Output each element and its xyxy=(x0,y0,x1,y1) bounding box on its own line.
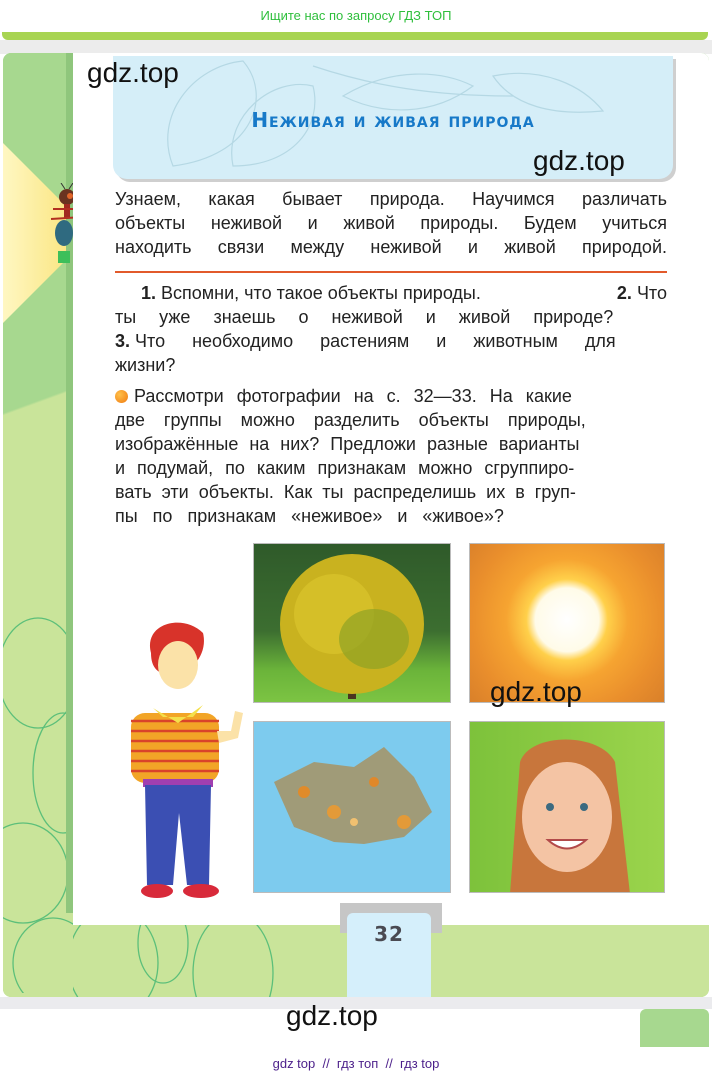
task-text: Рассмотри фотографии на с. 32—33. На какие xyxy=(134,386,572,406)
watermark: gdz.top xyxy=(286,1000,378,1031)
lesson-intro xyxy=(115,187,667,259)
task-line xyxy=(115,504,667,528)
section-divider xyxy=(115,271,667,273)
question-line xyxy=(115,281,667,305)
intro-line: Узнаем, какая бывает природа. Научимся различать xyxy=(115,189,667,209)
rock-icon xyxy=(254,722,451,893)
task-line xyxy=(115,384,667,408)
question-text: Вспомни, что такое объекты природы. xyxy=(161,283,481,303)
footer xyxy=(0,1050,712,1082)
watermark: gdz.top xyxy=(490,676,582,707)
previous-page-strip xyxy=(2,32,708,40)
question-number: 1. xyxy=(141,283,157,303)
task-text: изображённые на них? Предложи разные варианты xyxy=(115,434,580,454)
top-banner xyxy=(0,0,712,32)
question-text: жизни? xyxy=(115,355,176,375)
question-text: Что xyxy=(636,283,667,303)
next-page-green-corner xyxy=(640,1009,709,1047)
intro-line: находить связи между неживой и живой природой. xyxy=(115,237,667,257)
task-text: вать эти объекты. Как ты распределишь их в груп- xyxy=(115,482,576,502)
tree-icon xyxy=(254,544,451,703)
task-line xyxy=(115,432,667,456)
task-text: две группы можно разделить объекты природы, xyxy=(115,410,586,430)
question-number: 3. xyxy=(115,331,131,351)
photo-girl xyxy=(469,721,665,893)
leaf-pattern-icon xyxy=(3,613,73,993)
boy-illustration-icon xyxy=(113,613,248,903)
question-line xyxy=(115,329,667,353)
task-line xyxy=(115,408,667,432)
question-line xyxy=(115,305,667,329)
task-text: и подумай, по каким признакам можно сгруппиро- xyxy=(115,458,575,478)
top-banner-text: Ищите нас по запросу ГДЗ ТОП xyxy=(260,8,452,23)
review-questions xyxy=(115,281,667,377)
page-number: 32 xyxy=(374,922,404,946)
task-line xyxy=(115,480,667,504)
intro-line: объекты неживой и живой природы. Будем учиться xyxy=(115,213,667,233)
page-content xyxy=(73,53,709,925)
photo-tree xyxy=(253,543,451,703)
task-text: пы по признакам «неживое» и «живое»? xyxy=(115,506,504,526)
watermark: gdz.top xyxy=(533,145,625,176)
photo-rock xyxy=(253,721,451,893)
question-line xyxy=(115,353,667,377)
textbook-page xyxy=(3,53,709,997)
question-text: ты уже знаешь о неживой и живой природе? xyxy=(115,307,614,327)
task-line xyxy=(115,456,667,480)
footer-text: gdz top // гдз топ // гдз top xyxy=(272,1056,440,1071)
page-left-edge xyxy=(66,53,73,913)
page-gap xyxy=(0,40,712,54)
task-bullet-icon xyxy=(115,390,128,403)
girl-icon xyxy=(470,722,665,893)
photo-task xyxy=(115,384,667,528)
lesson-title: Неживая и живая природа xyxy=(251,108,535,132)
watermark: gdz.top xyxy=(87,57,179,88)
question-number: 2. xyxy=(616,283,632,303)
question-text: Что необходимо растениям и животным для xyxy=(135,331,616,351)
page-number-tab xyxy=(347,913,431,997)
